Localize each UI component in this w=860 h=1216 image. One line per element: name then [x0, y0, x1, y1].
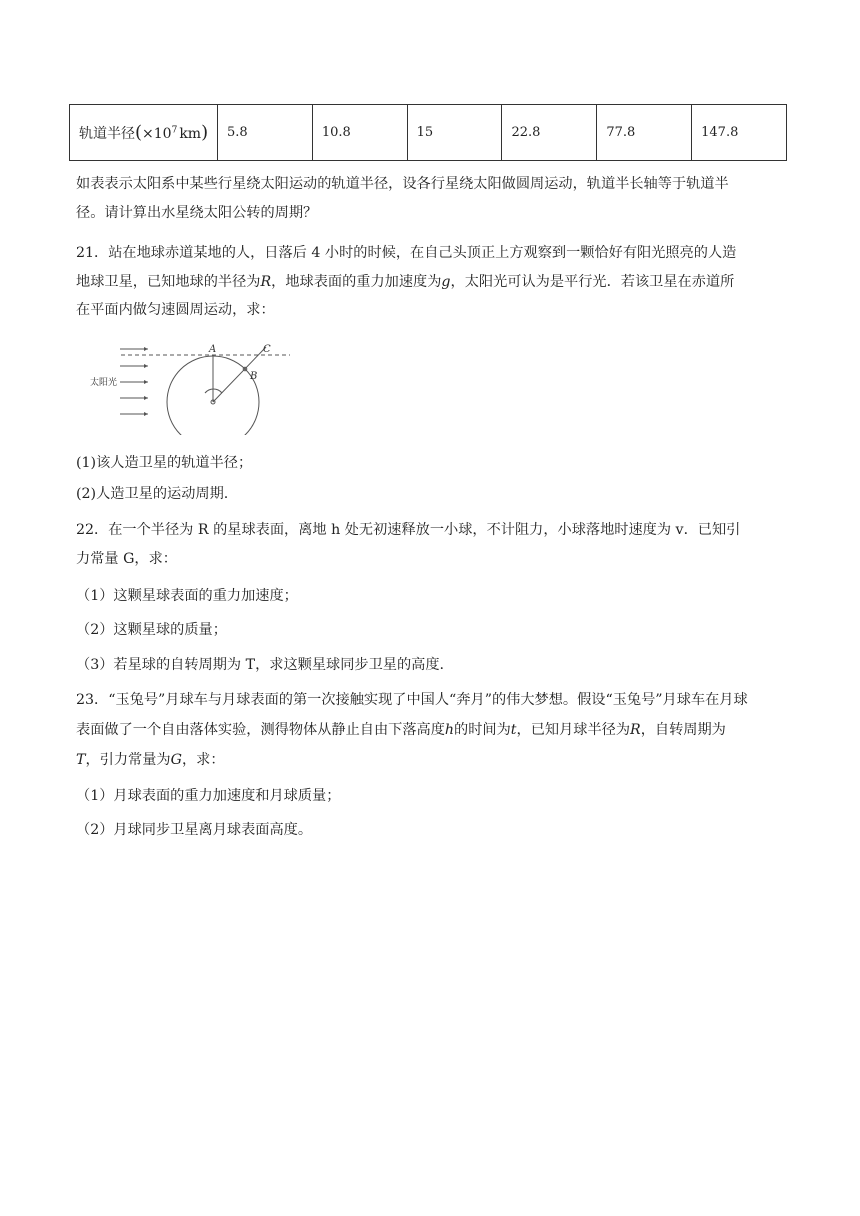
question-21-sub: (1)该人造卫星的轨道半径； [76, 455, 253, 471]
paragraph-line: 如表表示太阳系中某些行星绕太阳运动的轨道半径，设各行星绕太阳做圆周运动，轨道半长轴等于轨道半 [76, 176, 729, 192]
unit-prefix: ×10 [142, 126, 172, 142]
question-22-sub: （2）这颗星球的质量； [76, 622, 227, 638]
var-R: R [630, 722, 641, 738]
question-21-line: 21．站在地球赤道某地的人，日落后 4 小时的时候，在自己头顶正上方观察到一颗恰好有阳光照亮的人造 [76, 245, 737, 261]
question-22-line: 22．在一个半径为 R 的星球表面，离地 h 处无初速释放一小球，不计阻力，小球落地时速度为 v．已知引 [76, 522, 741, 538]
header-label: 轨道半径 [79, 126, 135, 142]
table-header-cell: 轨道半径($\times 10^7$ km) [70, 105, 218, 161]
var-T: T [76, 752, 86, 768]
unit-suffix: km [179, 126, 202, 142]
table-cell: 5.8 [218, 105, 313, 161]
label-B: B [250, 371, 258, 382]
paragraph-line: 径。请计算出水星绕太阳公转的周期？ [76, 205, 318, 221]
question-23-line: 表面做了一个自由落体实验，测得物体从静止自由下落高度h的时间为t，已知月球半径为R，自转周期为 [76, 722, 726, 738]
var-g: g [441, 274, 451, 290]
var-R: R [260, 274, 272, 290]
table-cell: 22.8 [502, 105, 597, 161]
question-22-line: 力常量 G，求： [76, 551, 177, 567]
satellite-figure [76, 335, 292, 435]
question-23-line: 23．“玉兔号”月球车与月球表面的第一次接触实现了中国人“奔月”的伟大梦想。假设“玉兔号”月球车在月球 [76, 692, 748, 708]
table-cell: 15 [407, 105, 502, 161]
question-23-sub: （2）月球同步卫星离月球表面高度。 [76, 822, 313, 838]
var-t: t [510, 722, 517, 738]
question-23-line: T，引力常量为G，求： [76, 752, 225, 768]
var-G: G [170, 752, 182, 768]
question-21-line: 地球卫星，已知地球的半径为R，地球表面的重力加速度为g，太阳光可认为是平行光．若该卫星在赤道所 [76, 274, 735, 290]
table-cell: 10.8 [312, 105, 407, 161]
label-A: A [209, 344, 217, 355]
question-22-sub: （1）这颗星球表面的重力加速度； [76, 588, 298, 604]
orbit-radius-table [69, 104, 787, 161]
table-cell: 77.8 [597, 105, 692, 161]
label-sunlight: 太阳光 [90, 378, 118, 388]
question-22-sub: （3）若星球的自转周期为 T，求这颗星球同步卫星的高度. [76, 657, 445, 673]
question-21-line: 在平面内做匀速圆周运动，求： [76, 302, 275, 318]
question-21-sub: (2)人造卫星的运动周期. [76, 486, 229, 502]
question-23-sub: （1）月球表面的重力加速度和月球质量； [76, 788, 341, 804]
unit-exponent: 7 [171, 125, 178, 136]
table-row [70, 105, 787, 161]
var-h: h [444, 722, 455, 738]
table-cell: 147.8 [692, 105, 787, 161]
label-C: C [263, 344, 271, 355]
